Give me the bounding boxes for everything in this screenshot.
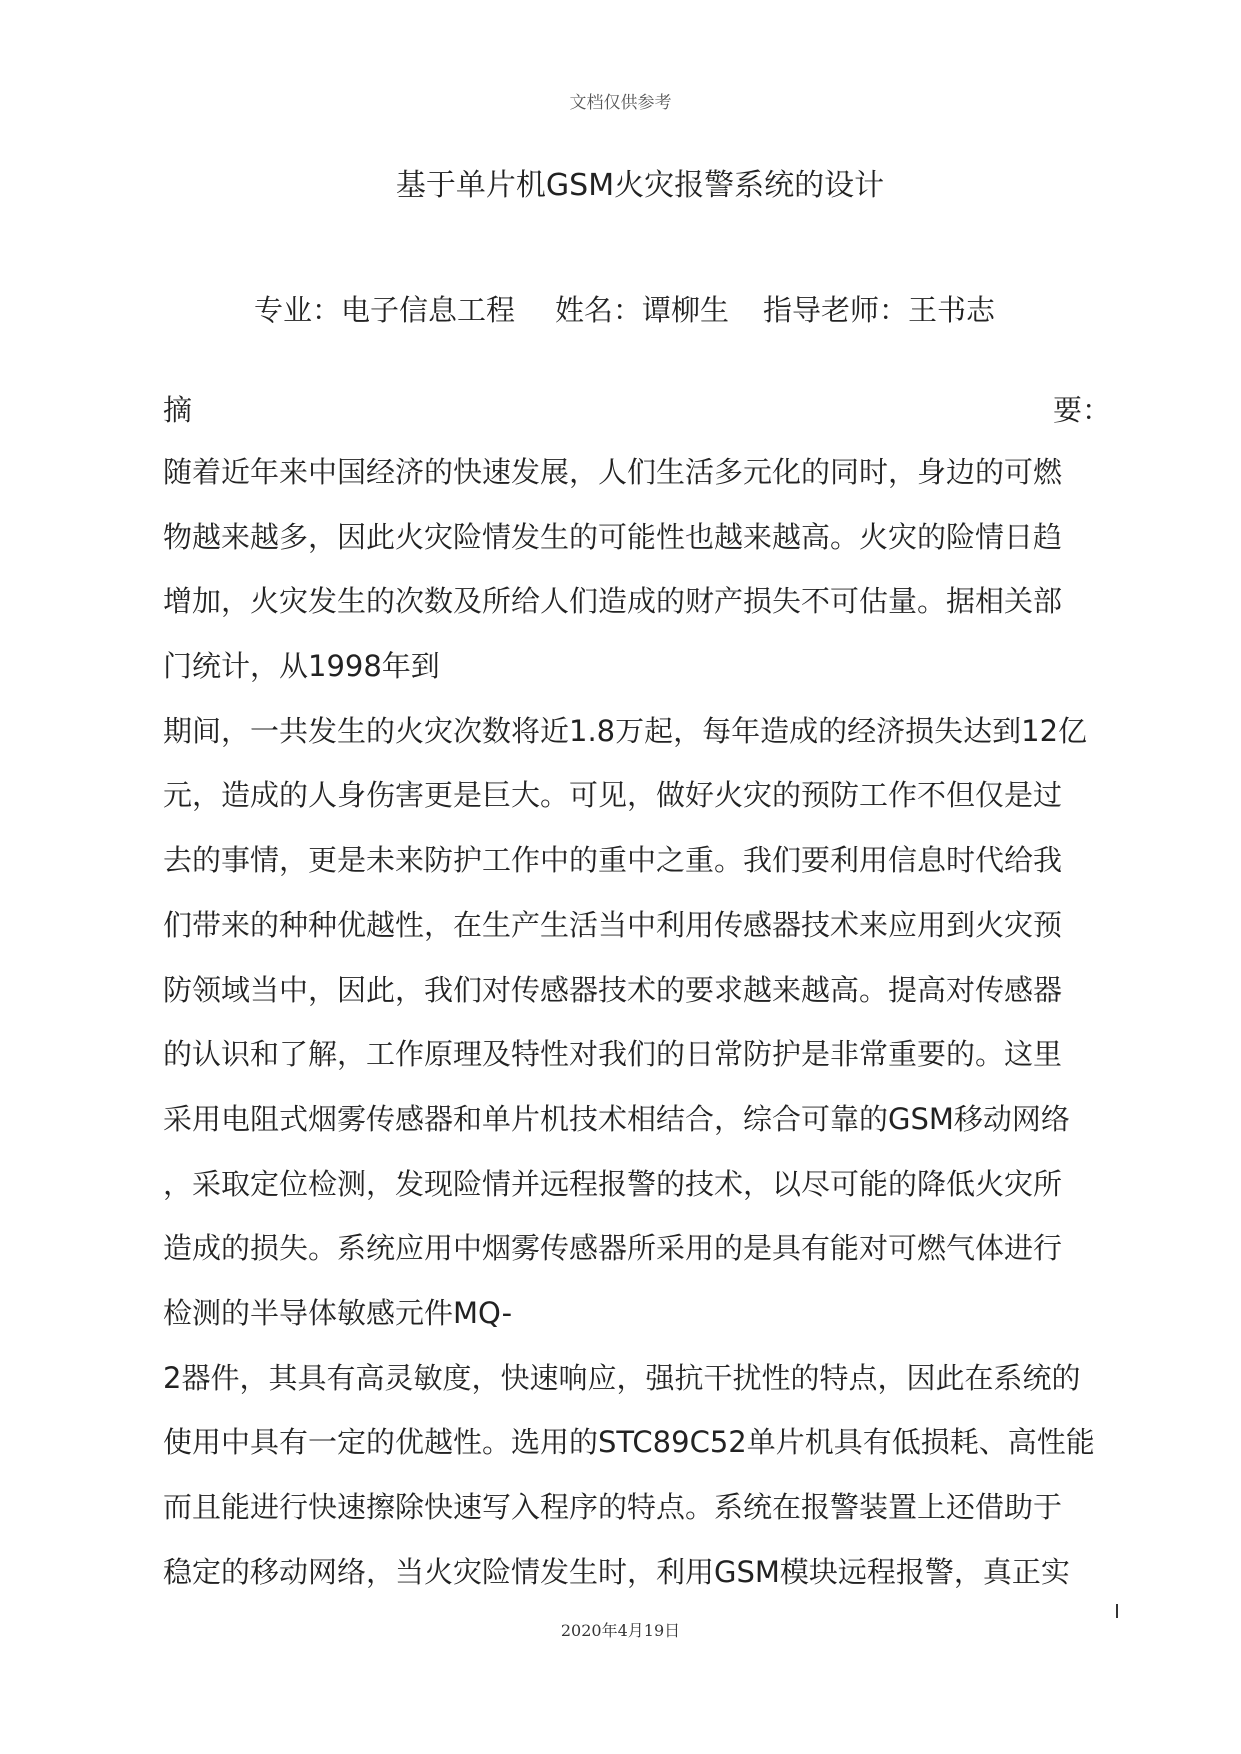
author-line bbox=[254, 288, 995, 329]
abstract-line: 稳定的移动网络，当火灾险情发生时，利用GSM模块远程报警，真正实 bbox=[163, 1554, 1070, 1589]
footer-date: 2020年4月19日 bbox=[560, 1621, 681, 1640]
abstract-line: 增加，火灾发生的次数及所给人们造成的财产损失不可估量。据相关部 bbox=[163, 584, 1063, 619]
advisor-field: 指导老师：王书志 bbox=[763, 293, 996, 327]
document-title: 基于单片机GSM火灾报警系统的设计 bbox=[395, 168, 885, 203]
abstract-line: 去的事情，更是未来防护工作中的重中之重。我们要利用信息时代给我 bbox=[163, 843, 1063, 878]
abstract-line: 的认识和了解，工作原理及特性对我们的日常防护是非常重要的。这里 bbox=[163, 1037, 1063, 1072]
abstract-line: 采用电阻式烟雾传感器和单片机技术相结合，综合可靠的GSM移动网络 bbox=[163, 1101, 1070, 1136]
abstract-body bbox=[163, 452, 1123, 1616]
page-number-mark bbox=[1116, 1604, 1118, 1618]
abstract-line: 而且能进行快速擦除快速写入程序的特点。系统在报警装置上还借助于 bbox=[163, 1490, 1063, 1524]
abstract-heading-left: 摘 bbox=[163, 393, 193, 427]
abstract-heading-right: 要： bbox=[1052, 393, 1111, 427]
abstract-line: 2器件，其具有高灵敏度，快速响应，强抗干扰性的特点，因此在系统的 bbox=[163, 1360, 1081, 1395]
abstract-line: 元，造成的人身伤害更是巨大。可见，做好火灾的预防工作不但仅是过 bbox=[163, 778, 1063, 813]
abstract-line: 防领域当中，因此，我们对传感器技术的要求越来越高。提高对传感器 bbox=[163, 972, 1063, 1007]
abstract-line: 物越来越多，因此火灾险情发生的可能性也越来越高。火灾的险情日趋 bbox=[163, 519, 1063, 554]
abstract-line: 随着近年来中国经济的快速发展，人们生活多元化的同时，身边的可燃 bbox=[163, 455, 1063, 489]
abstract-line: 造成的损失。系统应用中烟雾传感器所采用的是具有能对可燃气体进行 bbox=[163, 1231, 1063, 1266]
student-name-field: 姓名：谭柳生 bbox=[555, 293, 730, 327]
abstract-line: ，采取定位检测，发现险情并远程报警的技术，以尽可能的降低火灾所 bbox=[163, 1166, 1063, 1201]
abstract-heading bbox=[163, 388, 1111, 429]
major-field: 专业：电子信息工程 bbox=[254, 293, 516, 327]
abstract-line: 们带来的种种优越性，在生产生活当中利用传感器技术来应用到火灾预 bbox=[163, 907, 1063, 942]
header-note: 文档仅供参考 bbox=[569, 93, 672, 113]
abstract-line: 期间，一共发生的火灾次数将近1.8万起，每年造成的经济损失达到12亿 bbox=[163, 713, 1088, 748]
abstract-line: 使用中具有一定的优越性。选用的STC89C52单片机具有低损耗、高性能 bbox=[163, 1425, 1095, 1460]
abstract-line: 门统计，从1998年到 bbox=[163, 649, 440, 684]
abstract-line: 检测的半导体敏感元件MQ- bbox=[163, 1295, 513, 1330]
